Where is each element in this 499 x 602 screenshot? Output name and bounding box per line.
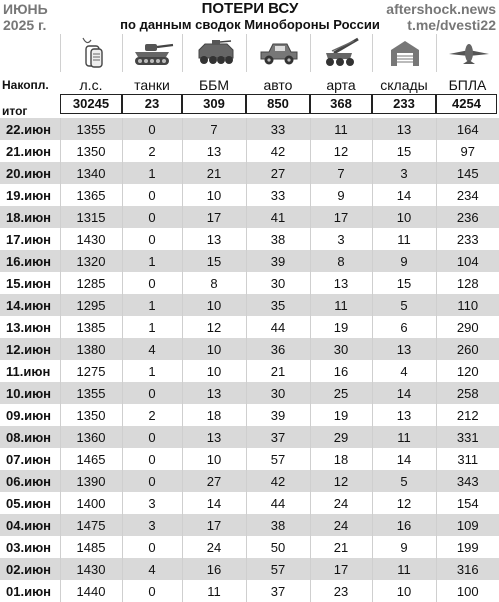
channel-link[interactable]: t.me/dvesti22	[407, 17, 496, 33]
cell-value: 1360	[60, 426, 122, 448]
cell-value: 0	[122, 536, 182, 558]
column-header-artillery: арта	[326, 77, 356, 93]
cell-value: 1380	[60, 338, 122, 360]
table-row	[0, 118, 499, 140]
cell-value: 11	[310, 118, 372, 140]
table-row	[0, 272, 499, 294]
cell-value: 23	[310, 580, 372, 602]
row-date: 03.июн	[0, 536, 60, 558]
cell-value: 38	[246, 514, 310, 536]
cell-value: 1	[122, 360, 182, 382]
row-date: 12.июн	[0, 338, 60, 360]
row-date: 19.июн	[0, 184, 60, 206]
cell-value: 1440	[60, 580, 122, 602]
cell-value: 10	[182, 294, 246, 316]
table-row	[0, 140, 499, 162]
cell-value: 2	[122, 404, 182, 426]
cell-value: 1295	[60, 294, 122, 316]
cell-value: 97	[436, 140, 499, 162]
cell-value: 1315	[60, 206, 122, 228]
cell-value: 17	[182, 206, 246, 228]
cell-value: 37	[246, 426, 310, 448]
cell-value: 3	[122, 492, 182, 514]
page-subtitle: по данным сводок Минобороны России	[120, 17, 380, 32]
cell-value: 4	[122, 338, 182, 360]
cell-value: 7	[182, 118, 246, 140]
row-date: 02.июн	[0, 558, 60, 580]
row-date: 08.июн	[0, 426, 60, 448]
column-headers	[0, 77, 499, 94]
row-date: 05.июн	[0, 492, 60, 514]
cell-value: 1365	[60, 184, 122, 206]
total-tanks: 23	[122, 94, 182, 114]
cell-value: 1390	[60, 470, 122, 492]
total-artillery: 368	[310, 94, 372, 114]
cell-value: 1340	[60, 162, 122, 184]
column-header-vehicles: авто	[263, 77, 293, 93]
row-date: 04.июн	[0, 514, 60, 536]
warehouse-icon	[372, 34, 437, 72]
cell-value: 42	[246, 140, 310, 162]
dog-tag-icon	[60, 34, 123, 72]
cell-value: 9	[372, 250, 436, 272]
cell-value: 27	[246, 162, 310, 184]
cell-value: 6	[372, 316, 436, 338]
cell-value: 258	[436, 382, 499, 404]
cell-value: 0	[122, 206, 182, 228]
cell-value: 1350	[60, 404, 122, 426]
cell-value: 1430	[60, 558, 122, 580]
cell-value: 0	[122, 426, 182, 448]
cell-value: 145	[436, 162, 499, 184]
cell-value: 13	[182, 426, 246, 448]
cell-value: 17	[182, 514, 246, 536]
row-date: 07.июн	[0, 448, 60, 470]
column-header-afv: ББМ	[198, 77, 230, 93]
cell-value: 12	[182, 316, 246, 338]
cell-value: 120	[436, 360, 499, 382]
cell-value: 25	[310, 382, 372, 404]
cell-value: 290	[436, 316, 499, 338]
table-row	[0, 360, 499, 382]
cell-value: 1385	[60, 316, 122, 338]
cell-value: 33	[246, 118, 310, 140]
cell-value: 50	[246, 536, 310, 558]
total-afv: 309	[182, 94, 246, 114]
artillery-icon	[310, 34, 373, 72]
cell-value: 5	[372, 470, 436, 492]
cell-value: 24	[182, 536, 246, 558]
cell-value: 0	[122, 448, 182, 470]
row-date: 14.июн	[0, 294, 60, 316]
cell-value: 260	[436, 338, 499, 360]
cell-value: 128	[436, 272, 499, 294]
drone-icon	[436, 34, 499, 72]
cell-value: 1355	[60, 118, 122, 140]
cell-value: 3	[310, 228, 372, 250]
total-depots: 233	[372, 94, 436, 114]
cell-value: 12	[372, 492, 436, 514]
cell-value: 9	[372, 536, 436, 558]
cell-value: 30	[310, 338, 372, 360]
cell-value: 18	[310, 448, 372, 470]
table-row	[0, 404, 499, 426]
cell-value: 0	[122, 580, 182, 602]
jeep-icon	[246, 34, 311, 72]
source-label	[386, 1, 496, 33]
cell-value: 15	[372, 140, 436, 162]
cell-value: 13	[182, 228, 246, 250]
year-label: 2025 г.	[3, 17, 47, 33]
row-date: 16.июн	[0, 250, 60, 272]
total-vehicles: 850	[246, 94, 310, 114]
table-row	[0, 206, 499, 228]
cell-value: 14	[372, 184, 436, 206]
cell-value: 24	[310, 514, 372, 536]
table-row	[0, 558, 499, 580]
row-date: 11.июн	[0, 360, 60, 382]
cell-value: 1430	[60, 228, 122, 250]
cell-value: 38	[246, 228, 310, 250]
cell-value: 41	[246, 206, 310, 228]
cell-value: 0	[122, 272, 182, 294]
cell-value: 24	[310, 492, 372, 514]
cell-value: 11	[182, 580, 246, 602]
cell-value: 3	[372, 162, 436, 184]
cell-value: 44	[246, 316, 310, 338]
cell-value: 17	[310, 558, 372, 580]
cell-value: 42	[246, 470, 310, 492]
cell-value: 100	[436, 580, 499, 602]
cell-value: 104	[436, 250, 499, 272]
cell-value: 1465	[60, 448, 122, 470]
period-label	[3, 1, 48, 33]
cell-value: 13	[372, 118, 436, 140]
table-row	[0, 536, 499, 558]
row-date: 20.июн	[0, 162, 60, 184]
cell-value: 44	[246, 492, 310, 514]
cell-value: 1285	[60, 272, 122, 294]
cell-value: 10	[182, 360, 246, 382]
cell-value: 17	[310, 206, 372, 228]
row-date: 09.июн	[0, 404, 60, 426]
cell-value: 13	[310, 272, 372, 294]
cell-value: 37	[246, 580, 310, 602]
cell-value: 3	[122, 514, 182, 536]
cell-value: 15	[182, 250, 246, 272]
cell-value: 1320	[60, 250, 122, 272]
cell-value: 10	[182, 338, 246, 360]
table-row	[0, 294, 499, 316]
cell-value: 0	[122, 470, 182, 492]
table-row	[0, 184, 499, 206]
cell-value: 11	[310, 294, 372, 316]
cell-value: 30	[246, 382, 310, 404]
row-date: 17.июн	[0, 228, 60, 250]
cell-value: 199	[436, 536, 499, 558]
table-row	[0, 316, 499, 338]
page-title: ПОТЕРИ ВСУ	[201, 0, 299, 17]
cell-value: 10	[372, 580, 436, 602]
cell-value: 11	[372, 228, 436, 250]
site-link[interactable]: aftershock.news	[386, 1, 496, 17]
cell-value: 109	[436, 514, 499, 536]
cell-value: 39	[246, 404, 310, 426]
cell-value: 343	[436, 470, 499, 492]
cell-value: 14	[372, 382, 436, 404]
daily-losses-table	[0, 118, 499, 602]
row-date: 13.июн	[0, 316, 60, 338]
cell-value: 1	[122, 162, 182, 184]
cell-value: 13	[182, 382, 246, 404]
table-row	[0, 228, 499, 250]
cell-value: 16	[310, 360, 372, 382]
cell-value: 15	[372, 272, 436, 294]
row-date: 22.июн	[0, 118, 60, 140]
cell-value: 212	[436, 404, 499, 426]
cell-value: 13	[372, 338, 436, 360]
cumulative-label: Накопл.	[2, 78, 49, 92]
cell-value: 234	[436, 184, 499, 206]
cell-value: 11	[372, 426, 436, 448]
cell-value: 8	[182, 272, 246, 294]
cell-value: 1	[122, 294, 182, 316]
cell-value: 14	[182, 492, 246, 514]
row-date: 21.июн	[0, 140, 60, 162]
table-row	[0, 426, 499, 448]
cell-value: 110	[436, 294, 499, 316]
cell-value: 11	[372, 558, 436, 580]
tank-icon	[122, 34, 183, 72]
cell-value: 9	[310, 184, 372, 206]
cell-value: 57	[246, 558, 310, 580]
cell-value: 10	[182, 448, 246, 470]
cell-value: 233	[436, 228, 499, 250]
total-uav: 4254	[436, 94, 497, 114]
cell-value: 2	[122, 140, 182, 162]
cell-value: 154	[436, 492, 499, 514]
cell-value: 39	[246, 250, 310, 272]
total-personnel: 30245	[60, 94, 122, 114]
cell-value: 5	[372, 294, 436, 316]
cell-value: 21	[246, 360, 310, 382]
row-date: 18.июн	[0, 206, 60, 228]
cell-value: 7	[310, 162, 372, 184]
cell-value: 316	[436, 558, 499, 580]
cell-value: 57	[246, 448, 310, 470]
cell-value: 331	[436, 426, 499, 448]
column-header-tanks: танки	[134, 77, 170, 93]
cell-value: 35	[246, 294, 310, 316]
row-date: 15.июн	[0, 272, 60, 294]
cell-value: 311	[436, 448, 499, 470]
cell-value: 21	[310, 536, 372, 558]
table-row	[0, 382, 499, 404]
table-row	[0, 492, 499, 514]
cell-value: 1	[122, 250, 182, 272]
cell-value: 0	[122, 118, 182, 140]
cell-value: 13	[372, 404, 436, 426]
cell-value: 21	[182, 162, 246, 184]
column-header-uav: БПЛА	[448, 77, 487, 93]
cell-value: 18	[182, 404, 246, 426]
cell-value: 164	[436, 118, 499, 140]
cell-value: 36	[246, 338, 310, 360]
cell-value: 236	[436, 206, 499, 228]
row-date: 06.июн	[0, 470, 60, 492]
cell-value: 0	[122, 228, 182, 250]
cell-value: 33	[246, 184, 310, 206]
cell-value: 14	[372, 448, 436, 470]
month-label: ИЮНЬ	[3, 1, 48, 17]
armored-vehicle-icon	[182, 34, 247, 72]
table-row	[0, 470, 499, 492]
table-row	[0, 514, 499, 536]
column-header-depots: склады	[380, 77, 428, 93]
cell-value: 30	[246, 272, 310, 294]
cell-value: 1350	[60, 140, 122, 162]
cell-value: 8	[310, 250, 372, 272]
cell-value: 27	[182, 470, 246, 492]
cell-value: 12	[310, 140, 372, 162]
cell-value: 1485	[60, 536, 122, 558]
table-row	[0, 250, 499, 272]
cell-value: 10	[372, 206, 436, 228]
row-date: 01.июн	[0, 580, 60, 602]
cell-value: 19	[310, 316, 372, 338]
cell-value: 29	[310, 426, 372, 448]
cell-value: 4	[372, 360, 436, 382]
cell-value: 1275	[60, 360, 122, 382]
cell-value: 16	[182, 558, 246, 580]
cell-value: 0	[122, 184, 182, 206]
total-label: итог	[2, 104, 28, 118]
cell-value: 1355	[60, 382, 122, 404]
column-header-personnel: л.с.	[79, 77, 103, 93]
cell-value: 1	[122, 316, 182, 338]
cell-value: 10	[182, 184, 246, 206]
table-row	[0, 580, 499, 602]
table-row	[0, 338, 499, 360]
cell-value: 1400	[60, 492, 122, 514]
cell-value: 4	[122, 558, 182, 580]
table-row	[0, 448, 499, 470]
row-date: 10.июн	[0, 382, 60, 404]
cell-value: 13	[182, 140, 246, 162]
cell-value: 12	[310, 470, 372, 492]
cell-value: 19	[310, 404, 372, 426]
cell-value: 0	[122, 382, 182, 404]
table-row	[0, 162, 499, 184]
cell-value: 1475	[60, 514, 122, 536]
cell-value: 16	[372, 514, 436, 536]
page-title-block	[60, 1, 440, 33]
